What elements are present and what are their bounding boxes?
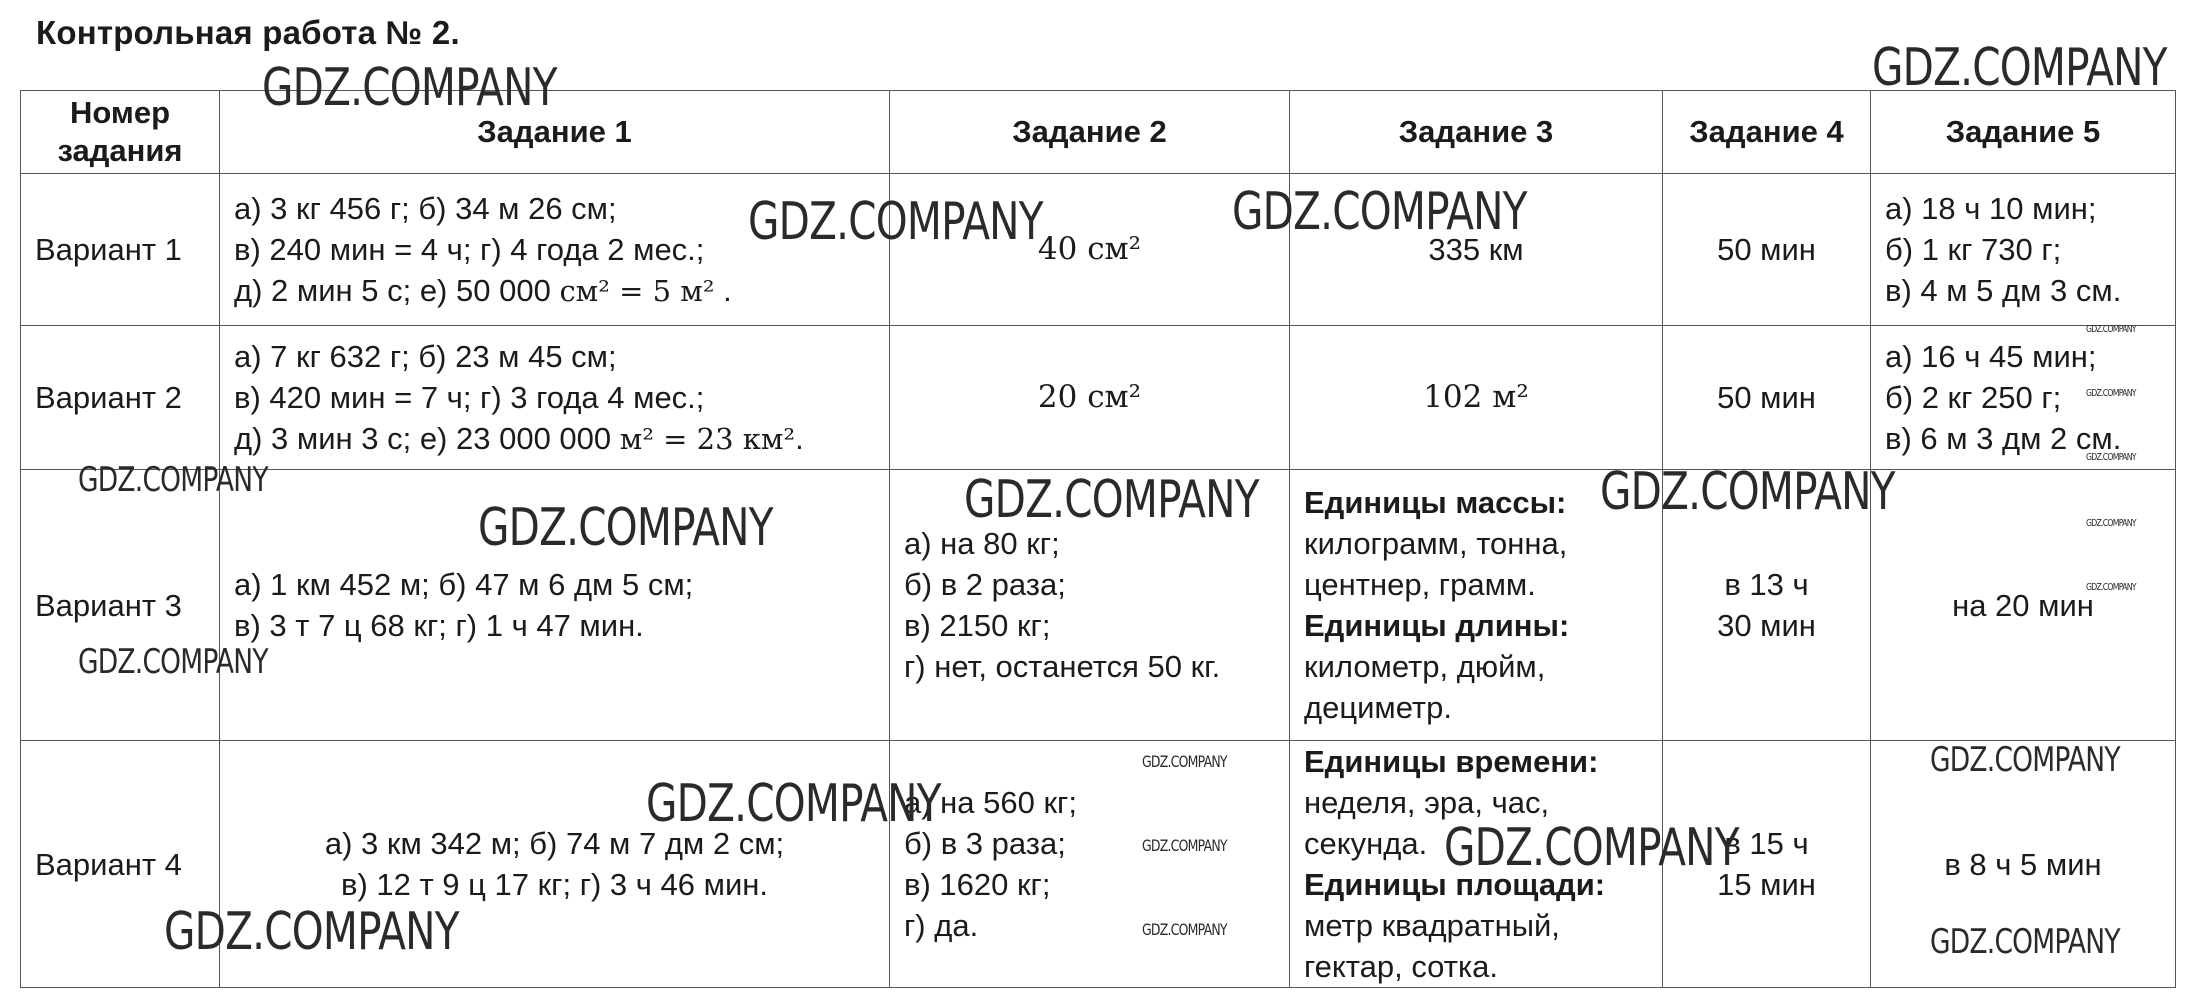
watermark: GDZ.COMPANY [1872,38,2167,98]
cell-task-5: на 20 мин [1871,470,2176,741]
watermark: GDZ.COMPANY [1232,182,1527,242]
header-task-5: Задание 5 [1871,91,2176,174]
watermark: GDZ.COMPANY [1930,922,2120,962]
page-title: Контрольная работа № 2. [36,14,460,51]
watermark: GDZ.COMPANY [1142,752,1227,771]
watermark: GDZ.COMPANY [2086,388,2136,399]
watermark: GDZ.COMPANY [478,498,773,558]
watermark: GDZ.COMPANY [1600,462,1895,522]
cell-task-3: 102 м² [1290,326,1663,470]
watermark: GDZ.COMPANY [964,470,1259,530]
cell-task-5: в 8 ч 5 мин [1871,741,2176,988]
answers-table [20,90,2176,988]
watermark: GDZ.COMPANY [748,192,1043,252]
watermark: GDZ.COMPANY [1930,740,2120,780]
cell-task-4: в 13 ч 30 мин [1663,470,1871,741]
cell-task-1: а) 3 км 342 м; б) 74 м 7 дм 2 см; в) 12 т 9 ц 17 кг; г) 3 ч 46 мин. [220,741,890,988]
table-row-variant-4 [21,741,2176,988]
watermark: GDZ.COMPANY [1142,920,1227,939]
watermark: GDZ.COMPANY [78,460,268,500]
row-label: Вариант 2 [21,326,220,470]
watermark: GDZ.COMPANY [262,58,557,118]
table-row-variant-2 [21,326,2176,470]
units-heading: Единицы площади: [1304,867,1606,902]
header-task-3: Задание 3 [1290,91,1663,174]
cell-task-3: Единицы времени: неделя, эра, час, секунда. Единицы площади: метр квадратный, гектар, сотка. [1290,741,1663,988]
units-heading: Единицы длины: [1304,608,1570,643]
watermark: GDZ.COMPANY [646,774,941,834]
watermark: GDZ.COMPANY [2086,518,2136,529]
units-heading: Единицы массы: [1304,485,1567,520]
cell-task-5: а) 18 ч 10 мин; б) 1 кг 730 г; в) 4 м 5 дм 3 см. [1871,174,2176,326]
cell-task-4: 50 мин [1663,174,1871,326]
header-row [21,91,2176,174]
watermark: GDZ.COMPANY [1142,836,1227,855]
row-label: Вариант 3 [21,470,220,741]
table-row-variant-1 [21,174,2176,326]
table-row-variant-3 [21,470,2176,741]
cell-task-3: Единицы массы: килограмм, тонна, центнер, грамм. Единицы длины: километр, дюйм, дециметр. [1290,470,1663,741]
watermark: GDZ.COMPANY [1444,818,1739,878]
units-heading: Единицы времени: [1304,744,1599,779]
row-label: Вариант 1 [21,174,220,326]
cell-task-1: а) 1 км 452 м; б) 47 м 6 дм 5 см; в) 3 т 7 ц 68 кг; г) 1 ч 47 мин. [220,470,890,741]
header-task-1: Задание 1 [220,91,890,174]
cell-task-4: в 15 ч 15 мин [1663,741,1871,988]
cell-task-5: а) 16 ч 45 мин; б) 2 кг 250 г; в) 6 м 3 дм 2 см. [1871,326,2176,470]
cell-task-4: 50 мин [1663,326,1871,470]
watermark: GDZ.COMPANY [2086,324,2136,335]
cell-task-3: 335 км [1290,174,1663,326]
corner-header: Номер задания [21,91,220,174]
watermark: GDZ.COMPANY [78,642,268,682]
cell-task-2: а) на 560 кг; б) в 3 раза; в) 1620 кг; г) да. [890,741,1290,988]
cell-task-2: а) на 80 кг; б) в 2 раза; в) 2150 кг; г) нет, останется 50 кг. [890,470,1290,741]
row-label: Вариант 4 [21,741,220,988]
watermark: GDZ.COMPANY [164,902,459,962]
cell-task-1: а) 7 кг 632 г; б) 23 м 45 см; в) 420 мин = 7 ч; г) 3 года 4 мес.; д) 3 мин 3 с; е) 23 000 000 м² = 23 км². [220,326,890,470]
header-task-4: Задание 4 [1663,91,1871,174]
cell-task-2: 40 см² [890,174,1290,326]
cell-task-1: а) 3 кг 456 г; б) 34 м 26 см; в) 240 мин = 4 ч; г) 4 года 2 мес.; д) 2 мин 5 с; е) 50 000 см² = 5 м² . [220,174,890,326]
watermark: GDZ.COMPANY [2086,452,2136,463]
cell-task-2: 20 см² [890,326,1290,470]
watermark: GDZ.COMPANY [2086,582,2136,593]
header-task-2: Задание 2 [890,91,1290,174]
